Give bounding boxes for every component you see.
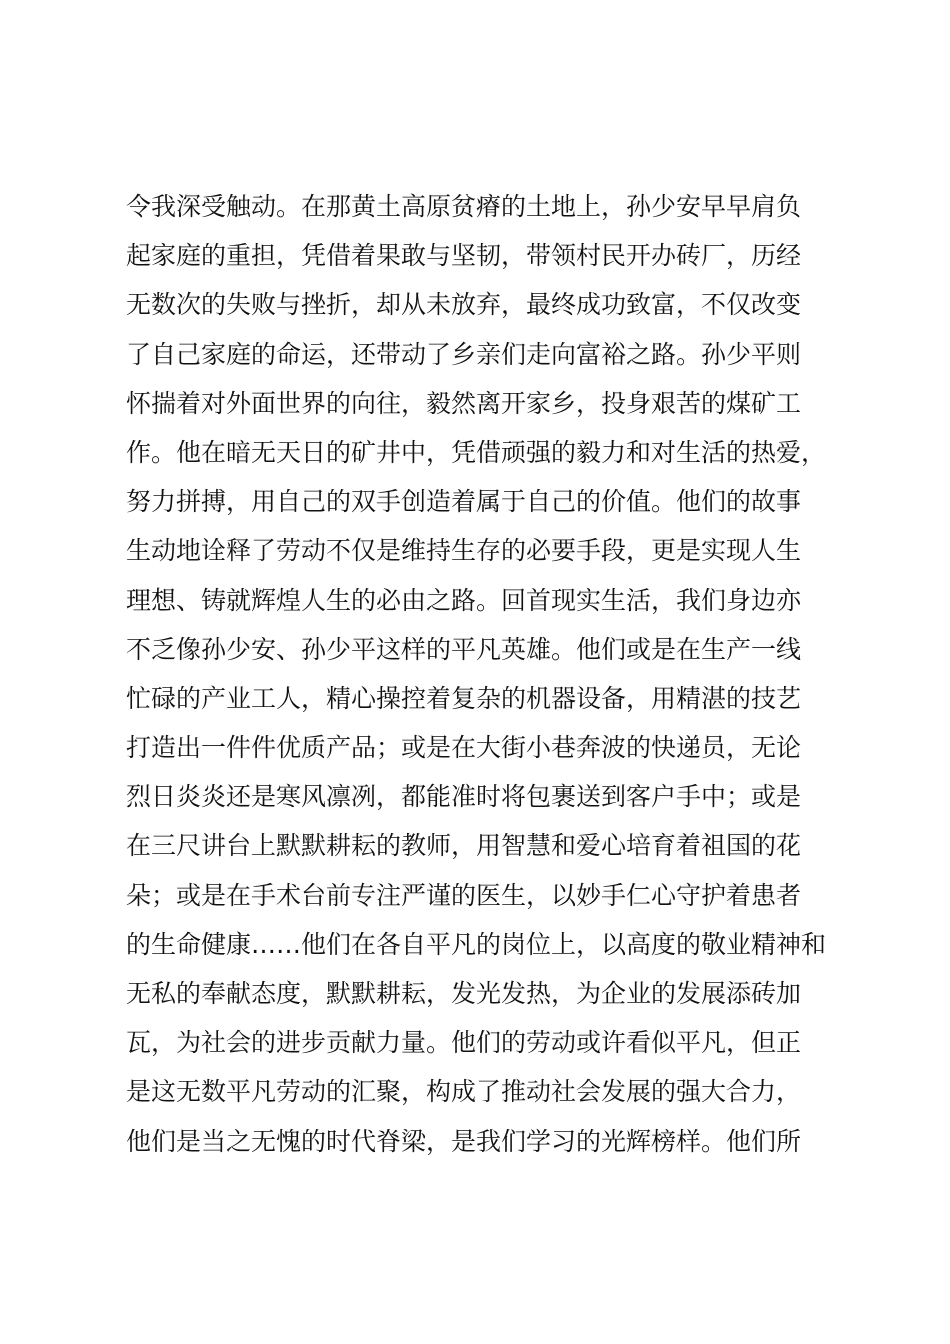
text-line: 的生命健康……他们在各自平凡的岗位上，以高度的敬业精神和 bbox=[126, 929, 827, 959]
text-line: 令我深受触动。在那黄土高原贫瘠的土地上，孙少安早早肩负 bbox=[126, 192, 802, 221]
text-line: 瓦，为社会的进步贡献力量。他们的劳动或许看似平凡，但正 bbox=[126, 1028, 802, 1058]
text-line: 在三尺讲台上默默耕耘的教师，用智慧和爱心培育着祖国的花 bbox=[126, 831, 802, 861]
text-line: 作。他在暗无天日的矿井中，凭借顽强的毅力和对生活的热爱， bbox=[126, 437, 827, 467]
text-line: 不乏像孙少安、孙少平这样的平凡英雄。他们或是在生产一线 bbox=[126, 634, 802, 664]
text-line: 生动地诠释了劳动不仅是维持生存的必要手段，更是实现人生 bbox=[126, 536, 802, 566]
text-line: 无数次的失败与挫折，却从未放弃，最终成功致富，不仅改变 bbox=[126, 290, 802, 320]
text-line: 打造出一件件优质产品；或是在大街小巷奔波的快递员，无论 bbox=[126, 733, 802, 763]
text-line: 是这无数平凡劳动的汇聚，构成了推动社会发展的强大合力， bbox=[126, 1077, 802, 1107]
text-line: 朵；或是在手术台前专注严谨的医生，以妙手仁心守护着患者 bbox=[126, 880, 802, 910]
text-line: 起家庭的重担，凭借着果敢与坚韧，带领村民开办砖厂，历经 bbox=[126, 241, 802, 271]
body-text bbox=[126, 182, 856, 1166]
text-line: 努力拼搏，用自己的双手创造着属于自己的价值。他们的故事 bbox=[126, 487, 802, 517]
text-line: 怀揣着对外面世界的向往，毅然离开家乡，投身艰苦的煤矿工 bbox=[126, 388, 802, 418]
text-line: 烈日炎炎还是寒风凛冽，都能准时将包裹送到客户手中；或是 bbox=[126, 782, 802, 812]
text-line: 他们是当之无愧的时代脊梁，是我们学习的光辉榜样。他们所 bbox=[126, 1126, 802, 1156]
text-line: 理想、铸就辉煌人生的必由之路。回首现实生活，我们身边亦 bbox=[126, 585, 802, 615]
text-line: 无私的奉献态度，默默耕耘，发光发热，为企业的发展添砖加 bbox=[126, 979, 802, 1008]
text-line: 了自己家庭的命运，还带动了乡亲们走向富裕之路。孙少平则 bbox=[126, 339, 802, 369]
text-line: 忙碌的产业工人，精心操控着复杂的机器设备，用精湛的技艺 bbox=[126, 683, 802, 713]
